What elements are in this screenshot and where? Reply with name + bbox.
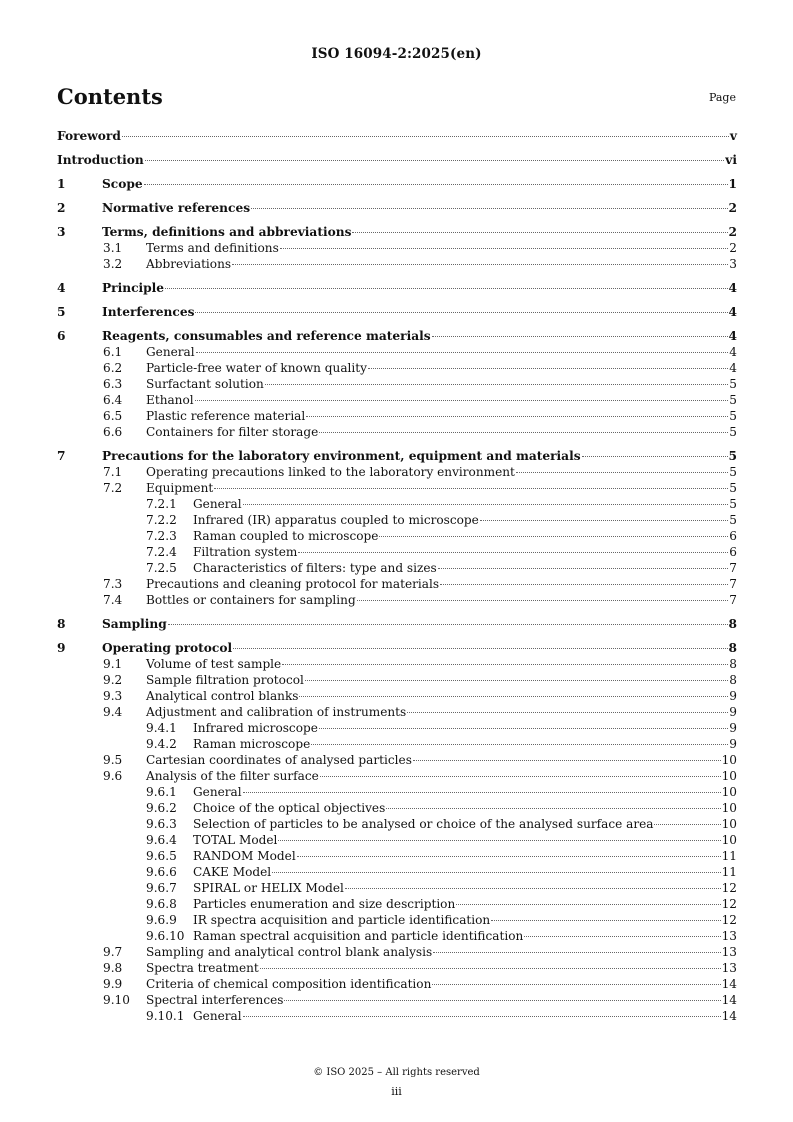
dot-leader: [305, 680, 728, 681]
dot-leader: [306, 416, 728, 417]
toc-entry-number: 9.6.5: [146, 849, 177, 863]
toc-entry-title: Operating protocol: [102, 641, 233, 655]
toc-entry-page: v: [729, 129, 737, 143]
toc-entry-title: Spectral interferences: [146, 993, 284, 1007]
toc-entry-title: Surfactant solution: [146, 377, 264, 391]
toc-entry-title: Volume of test sample: [146, 657, 282, 671]
toc-entry-page: 5: [729, 425, 737, 439]
dot-leader: [345, 888, 721, 889]
toc-entry[interactable]: [57, 912, 737, 928]
toc-entry-number: 9.2: [103, 673, 123, 687]
toc-entry-number: 3.2: [103, 257, 123, 271]
toc-entry[interactable]: [57, 464, 737, 480]
toc-entry-page: 11: [721, 865, 737, 879]
toc-entry-page: 5: [729, 409, 737, 423]
toc-entry[interactable]: [57, 408, 737, 424]
dot-leader: [480, 520, 728, 521]
dot-leader: [243, 1016, 721, 1017]
toc-entry-title: General: [193, 785, 242, 799]
toc-entry-title: Particle-free water of known quality: [146, 361, 367, 375]
toc-entry[interactable]: [57, 752, 737, 768]
toc-entry-title: Particles enumeration and size description: [193, 897, 456, 911]
toc-entry[interactable]: [57, 224, 737, 240]
toc-entry-number: 6.1: [103, 345, 123, 359]
toc-entry[interactable]: [57, 784, 737, 800]
toc-entry-title: Terms, definitions and abbreviations: [102, 225, 352, 239]
toc-entry-title: Analysis of the filter surface: [146, 769, 319, 783]
dot-leader: [232, 264, 728, 265]
toc-entry-page: vi: [725, 153, 737, 167]
toc-entry-page: 11: [721, 849, 737, 863]
toc-entry-title: Scope: [102, 177, 143, 191]
dot-leader: [320, 776, 721, 777]
dot-leader: [456, 904, 720, 905]
dot-leader: [144, 184, 728, 185]
toc-entry-page: 9: [729, 737, 737, 751]
toc-entry-page: 5: [729, 497, 737, 511]
toc-entry-number: 9.6.10: [146, 929, 185, 943]
toc-entry-title: TOTAL Model: [193, 833, 278, 847]
toc-entry[interactable]: [57, 656, 737, 672]
dot-leader: [145, 160, 724, 161]
toc-entry-page: 12: [721, 897, 737, 911]
toc-entry-page: 7: [729, 593, 737, 607]
toc-entry[interactable]: [57, 768, 737, 784]
toc-entry-title: Sample filtration protocol: [146, 673, 304, 687]
toc-entry[interactable]: [57, 704, 737, 720]
toc-entry-page: 2: [728, 201, 737, 215]
dot-leader: [265, 384, 728, 385]
toc-entry-number: 7.2.1: [146, 497, 177, 511]
toc-entry[interactable]: [57, 304, 737, 320]
toc-entry-page: 5: [729, 481, 737, 495]
dot-leader: [214, 488, 728, 489]
toc-entry-title: Filtration system: [193, 545, 298, 559]
toc-entry-page: 4: [728, 305, 737, 319]
toc-entry-number: 6.2: [103, 361, 123, 375]
toc-entry-title: Analytical control blanks: [146, 689, 299, 703]
dot-leader: [298, 552, 728, 553]
toc-entry-number: 7.3: [103, 577, 123, 591]
page-title: Contents: [57, 84, 163, 109]
toc-entry[interactable]: [57, 328, 737, 344]
toc-entry-page: 10: [721, 801, 737, 815]
dot-leader: [278, 840, 720, 841]
toc-entry-number: 6: [57, 329, 66, 343]
toc-entry[interactable]: [57, 480, 737, 496]
dot-leader: [122, 136, 729, 137]
dot-leader: [243, 792, 721, 793]
toc-entry-title: General: [193, 497, 242, 511]
dot-leader: [440, 584, 728, 585]
toc-entry-page: 8: [729, 657, 737, 671]
toc-entry-number: 9.1: [103, 657, 123, 671]
toc-entry[interactable]: [57, 152, 737, 168]
toc-entry-page: 13: [721, 945, 737, 959]
dot-leader: [195, 312, 727, 313]
toc-entry-number: 9.8: [103, 961, 123, 975]
toc-entry[interactable]: [57, 736, 737, 752]
toc-entry-title: SPIRAL or HELIX Model: [193, 881, 344, 895]
toc-entry-number: 7.2.2: [146, 513, 177, 527]
dot-leader: [299, 696, 728, 697]
toc-entry-number: 9.6.4: [146, 833, 177, 847]
toc-entry-title: Introduction: [57, 153, 144, 167]
toc-entry-number: 9.6.2: [146, 801, 177, 815]
toc-entry-title: Infrared (IR) apparatus coupled to microscope: [193, 513, 479, 527]
toc-entry[interactable]: [57, 528, 737, 544]
dot-leader: [168, 624, 728, 625]
toc-entry-number: 9.6.6: [146, 865, 177, 879]
toc-entry-number: 9.6.9: [146, 913, 177, 927]
dot-leader: [165, 288, 727, 289]
dot-leader: [654, 824, 720, 825]
dot-leader: [319, 432, 728, 433]
toc-entry-page: 10: [721, 817, 737, 831]
dot-leader: [311, 744, 728, 745]
toc-entry-page: 5: [729, 513, 737, 527]
toc-entry[interactable]: [57, 200, 737, 216]
toc-entry-page: 14: [721, 1009, 737, 1023]
toc-entry[interactable]: [57, 256, 737, 272]
toc-entry[interactable]: [57, 880, 737, 896]
toc-entry-page: 8: [728, 641, 737, 655]
dot-leader: [251, 208, 727, 209]
toc-entry-title: Raman microscope: [193, 737, 311, 751]
toc-entry-page: 10: [721, 753, 737, 767]
toc-entry-page: 5: [729, 393, 737, 407]
toc-entry-title: Choice of the optical objectives: [193, 801, 386, 815]
dot-leader: [195, 400, 729, 401]
toc-entry-page: 2: [728, 225, 737, 239]
toc-entry-page: 10: [721, 785, 737, 799]
toc-entry-number: 3: [57, 225, 66, 239]
toc-entry-title: General: [193, 1009, 242, 1023]
page-number: iii: [391, 1085, 402, 1098]
toc-entry[interactable]: [57, 592, 737, 608]
toc-entry-number: 9.6.7: [146, 881, 177, 895]
dot-leader: [352, 232, 727, 233]
toc-entry-title: Precautions for the laboratory environment, equipment and materials: [102, 449, 581, 463]
toc-entry-page: 9: [729, 721, 737, 735]
toc-entry[interactable]: [57, 960, 737, 976]
dot-leader: [357, 600, 729, 601]
toc-entry-title: Infrared microscope: [193, 721, 318, 735]
toc-entry-page: 4: [729, 361, 737, 375]
toc-entry-number: 9.6.1: [146, 785, 177, 799]
toc-entry-title: Reagents, consumables and reference materials: [102, 329, 431, 343]
toc-entry-title: RANDOM Model: [193, 849, 296, 863]
toc-entry-title: Sampling: [102, 617, 167, 631]
toc-entry-number: 3.1: [103, 241, 123, 255]
dot-leader: [319, 728, 728, 729]
toc-entry-number: 9.10.1: [146, 1009, 185, 1023]
toc-entry-number: 9.6.3: [146, 817, 177, 831]
toc-entry-title: Bottles or containers for sampling: [146, 593, 356, 607]
toc-entry-number: 1: [57, 177, 66, 191]
toc-entry[interactable]: [57, 800, 737, 816]
toc-entry-number: 9.9: [103, 977, 123, 991]
dot-leader: [368, 368, 728, 369]
toc-entry-page: 8: [729, 673, 737, 687]
table-of-contents: [57, 128, 737, 1024]
dot-leader: [432, 336, 728, 337]
toc-entry-number: 9.5: [103, 753, 123, 767]
toc-entry[interactable]: [57, 512, 737, 528]
toc-entry-page: 5: [728, 449, 737, 463]
dot-leader: [243, 504, 729, 505]
toc-entry-number: 6.6: [103, 425, 123, 439]
toc-entry-title: Interferences: [102, 305, 195, 319]
toc-entry-page: 12: [721, 881, 737, 895]
toc-entry[interactable]: [57, 928, 737, 944]
toc-entry-number: 5: [57, 305, 66, 319]
toc-entry-number: 9.7: [103, 945, 123, 959]
toc-entry-number: 9.6: [103, 769, 123, 783]
toc-entry[interactable]: [57, 576, 737, 592]
toc-entry[interactable]: [57, 640, 737, 656]
dot-leader: [582, 456, 728, 457]
page-column-label: Page: [708, 91, 736, 104]
toc-entry-title: Raman coupled to microscope: [193, 529, 379, 543]
toc-entry[interactable]: [57, 360, 737, 376]
toc-entry-number: 7: [57, 449, 66, 463]
toc-entry-title: Terms and definitions: [146, 241, 279, 255]
dot-leader: [407, 712, 728, 713]
dot-leader: [524, 936, 720, 937]
toc-entry-page: 14: [721, 993, 737, 1007]
toc-entry-page: 1: [728, 177, 737, 191]
toc-entry[interactable]: [57, 128, 737, 144]
toc-entry-title: Adjustment and calibration of instruments: [146, 705, 407, 719]
toc-entry-page: 14: [721, 977, 737, 991]
toc-entry-page: 12: [721, 913, 737, 927]
dot-leader: [260, 968, 721, 969]
toc-entry-title: Abbreviations: [146, 257, 232, 271]
dot-leader: [516, 472, 728, 473]
dot-leader: [432, 984, 720, 985]
toc-entry-page: 5: [729, 465, 737, 479]
toc-entry-number: 7.2.3: [146, 529, 177, 543]
toc-entry-title: Principle: [102, 281, 165, 295]
toc-entry-title: Spectra treatment: [146, 961, 259, 975]
toc-entry-title: Plastic reference material: [146, 409, 306, 423]
toc-entry-number: 2: [57, 201, 66, 215]
toc-entry[interactable]: [57, 944, 737, 960]
toc-entry[interactable]: [57, 176, 737, 192]
toc-entry-page: 6: [729, 529, 737, 543]
toc-entry-page: 6: [729, 545, 737, 559]
dot-leader: [491, 920, 720, 921]
toc-entry[interactable]: [57, 720, 737, 736]
toc-entry-title: Raman spectral acquisition and particle identification: [193, 929, 524, 943]
toc-entry[interactable]: [57, 848, 737, 864]
toc-entry-number: 8: [57, 617, 66, 631]
dot-leader: [413, 760, 721, 761]
toc-entry-number: 9.4: [103, 705, 123, 719]
toc-entry-page: 7: [729, 561, 737, 575]
toc-entry-number: 7.4: [103, 593, 123, 607]
dot-leader: [272, 872, 720, 873]
toc-entry[interactable]: [57, 424, 737, 440]
toc-entry[interactable]: [57, 544, 737, 560]
toc-entry[interactable]: [57, 672, 737, 688]
toc-entry-title: CAKE Model: [193, 865, 272, 879]
toc-entry-number: 7.2.4: [146, 545, 177, 559]
toc-entry-number: 9.4.2: [146, 737, 177, 751]
dot-leader: [433, 952, 720, 953]
toc-entry-title: Normative references: [102, 201, 251, 215]
toc-entry-page: 5: [729, 377, 737, 391]
toc-entry-page: 13: [721, 929, 737, 943]
toc-entry-number: 4: [57, 281, 66, 295]
toc-entry-number: 7.2: [103, 481, 123, 495]
toc-entry-title: Selection of particles to be analysed or choice of the analysed surface area: [193, 817, 654, 831]
toc-entry-page: 10: [721, 769, 737, 783]
toc-entry-title: Characteristics of filters: type and sizes: [193, 561, 437, 575]
toc-entry-number: 9: [57, 641, 66, 655]
dot-leader: [233, 648, 727, 649]
toc-entry-page: 13: [721, 961, 737, 975]
toc-entry-title: Criteria of chemical composition identification: [146, 977, 432, 991]
toc-entry-number: 6.5: [103, 409, 123, 423]
toc-entry-page: 4: [728, 329, 737, 343]
dot-leader: [297, 856, 721, 857]
toc-entry-title: General: [146, 345, 195, 359]
toc-entry-title: Equipment: [146, 481, 214, 495]
toc-entry[interactable]: [57, 896, 737, 912]
toc-entry-number: 6.4: [103, 393, 123, 407]
toc-entry-page: 4: [728, 281, 737, 295]
toc-entry[interactable]: [57, 616, 737, 632]
toc-entry[interactable]: [57, 240, 737, 256]
toc-entry-number: 9.6.8: [146, 897, 177, 911]
toc-entry[interactable]: [57, 864, 737, 880]
toc-entry-page: 4: [729, 345, 737, 359]
dot-leader: [438, 568, 729, 569]
toc-entry-number: 9.4.1: [146, 721, 177, 735]
toc-entry-number: 7.1: [103, 465, 123, 479]
toc-entry[interactable]: [57, 344, 737, 360]
toc-entry[interactable]: [57, 496, 737, 512]
toc-entry[interactable]: [57, 816, 737, 832]
toc-entry-number: 6.3: [103, 377, 123, 391]
toc-entry-title: Operating precautions linked to the laboratory environment: [146, 465, 515, 479]
toc-entry-title: Sampling and analytical control blank analysis: [146, 945, 433, 959]
toc-entry-title: Cartesian coordinates of analysed particles: [146, 753, 412, 767]
toc-entry-page: 9: [729, 689, 737, 703]
toc-entry-title: Ethanol: [146, 393, 194, 407]
toc-entry[interactable]: [57, 688, 737, 704]
toc-entry-page: 2: [729, 241, 737, 255]
toc-entry-page: 7: [729, 577, 737, 591]
toc-entry[interactable]: [57, 392, 737, 408]
toc-entry[interactable]: [57, 1008, 737, 1024]
document-id-header: ISO 16094-2:2025(en): [311, 46, 482, 62]
dot-leader: [379, 536, 728, 537]
copyright-notice: © ISO 2025 – All rights reserved: [313, 1067, 480, 1078]
toc-entry-page: 10: [721, 833, 737, 847]
toc-entry-page: 3: [729, 257, 737, 271]
toc-entry-title: Foreword: [57, 129, 121, 143]
dot-leader: [280, 248, 729, 249]
toc-entry[interactable]: [57, 280, 737, 296]
dot-leader: [282, 664, 728, 665]
toc-entry[interactable]: [57, 976, 737, 992]
toc-entry-number: 9.10: [103, 993, 130, 1007]
toc-entry[interactable]: [57, 832, 737, 848]
toc-entry-title: Containers for filter storage: [146, 425, 319, 439]
dot-leader: [196, 352, 729, 353]
dot-leader: [284, 1000, 720, 1001]
dot-leader: [386, 808, 720, 809]
toc-entry[interactable]: [57, 992, 737, 1008]
toc-entry-number: 7.2.5: [146, 561, 177, 575]
toc-entry-title: Precautions and cleaning protocol for materials: [146, 577, 440, 591]
toc-entry-page: 8: [728, 617, 737, 631]
toc-entry-number: 9.3: [103, 689, 123, 703]
toc-entry[interactable]: [57, 560, 737, 576]
toc-entry-title: IR spectra acquisition and particle identification: [193, 913, 491, 927]
toc-entry-page: 9: [729, 705, 737, 719]
toc-entry[interactable]: [57, 376, 737, 392]
toc-entry[interactable]: [57, 448, 737, 464]
